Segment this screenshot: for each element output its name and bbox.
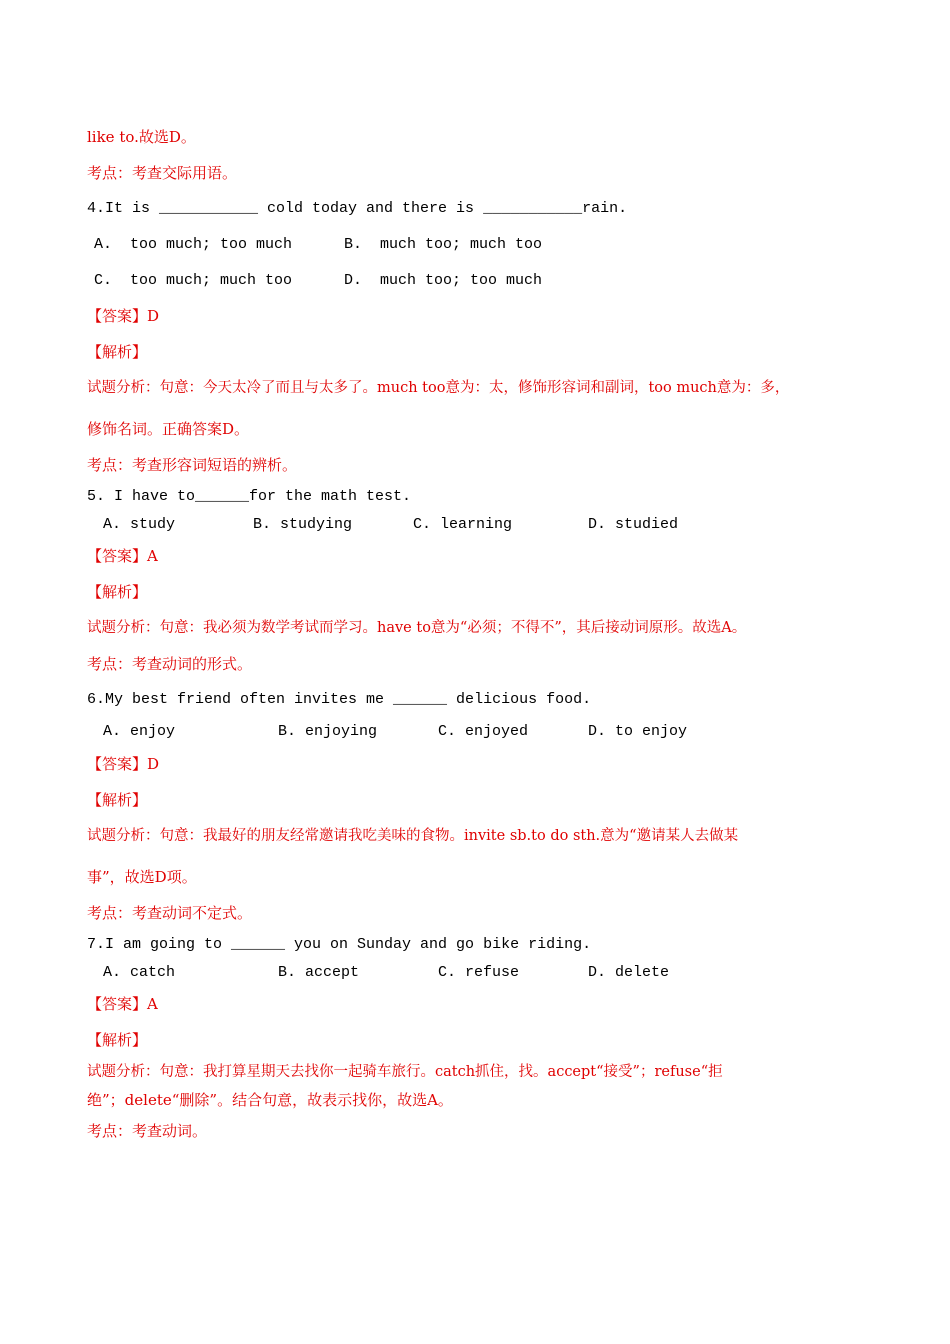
q5-option-a: A. study bbox=[103, 516, 176, 533]
q6-option-d: D. to enjoy bbox=[588, 723, 688, 740]
q4-analysis-line2: 修饰名词。正确答案D。 bbox=[87, 420, 250, 438]
q4-point: 考点：考查形容词短语的辨析。 bbox=[87, 456, 298, 474]
q5-option-d: D. studied bbox=[588, 516, 679, 533]
q6-answer: 【答案】D bbox=[87, 755, 160, 773]
q7-analysis-label: 【解析】 bbox=[87, 1031, 148, 1049]
q5-point: 考点：考查动词的形式。 bbox=[87, 655, 253, 673]
q5-option-c: C. learning bbox=[413, 516, 513, 533]
q7-point: 考点：考查动词。 bbox=[87, 1122, 208, 1140]
q4-answer: 【答案】D bbox=[87, 307, 160, 325]
q5-stem: 5. I have to______for the math test. bbox=[87, 488, 412, 505]
q4-option-d: D. much too; too much bbox=[344, 272, 543, 289]
q5-option-b: B. studying bbox=[253, 516, 353, 533]
q5-analysis-line1: 试题分析：句意：我必须为数学考试而学习。have to意为“必须；不得不”，其后接动词原形。故选A。 bbox=[87, 620, 747, 636]
q7-option-a: A. catch bbox=[103, 964, 176, 981]
q4-analysis-line1: 试题分析：句意：今天太冷了而且与太多了。much too意为：太，修饰形容词和副词，too much意为：多， bbox=[87, 380, 790, 396]
q4-option-b: B. much too; much too bbox=[344, 236, 543, 253]
q6-stem: 6.My best friend often invites me ______ delicious food. bbox=[87, 691, 592, 708]
q4-option-a: A. too much; too much bbox=[94, 236, 293, 253]
q4-stem: 4.It is ___________ cold today and there is ___________rain. bbox=[87, 200, 628, 217]
q3-analysis-tail: like to.故选D。 bbox=[87, 128, 196, 146]
q6-option-a: A. enjoy bbox=[103, 723, 176, 740]
q4-option-c: C. too much; much too bbox=[94, 272, 293, 289]
q7-answer: 【答案】A bbox=[87, 995, 158, 1013]
q5-analysis-label: 【解析】 bbox=[87, 583, 148, 601]
q6-option-c: C. enjoyed bbox=[438, 723, 529, 740]
q7-analysis-line2: 绝”；delete“删除”。结合句意，故表示找你，故选A。 bbox=[87, 1091, 453, 1109]
q7-analysis-line1: 试题分析：句意：我打算星期天去找你一起骑车旅行。catch抓住，找。accept“接受”；refuse“拒 bbox=[87, 1064, 723, 1080]
q6-analysis-label: 【解析】 bbox=[87, 791, 148, 809]
q7-option-d: D. delete bbox=[588, 964, 670, 981]
q3-point: 考点：考查交际用语。 bbox=[87, 164, 238, 182]
q6-analysis-line2: 事”，故选D项。 bbox=[87, 868, 197, 886]
q7-stem: 7.I am going to ______ you on Sunday and go bike riding. bbox=[87, 936, 592, 953]
q6-analysis-line1: 试题分析：句意：我最好的朋友经常邀请我吃美味的食物。invite sb.to do sth.意为“邀请某人去做某 bbox=[87, 828, 739, 844]
q5-answer: 【答案】A bbox=[87, 547, 158, 565]
q4-analysis-label: 【解析】 bbox=[87, 343, 148, 361]
q6-point: 考点：考查动词不定式。 bbox=[87, 904, 253, 922]
q6-option-b: B. enjoying bbox=[278, 723, 378, 740]
q7-option-c: C. refuse bbox=[438, 964, 520, 981]
q7-option-b: B. accept bbox=[278, 964, 360, 981]
